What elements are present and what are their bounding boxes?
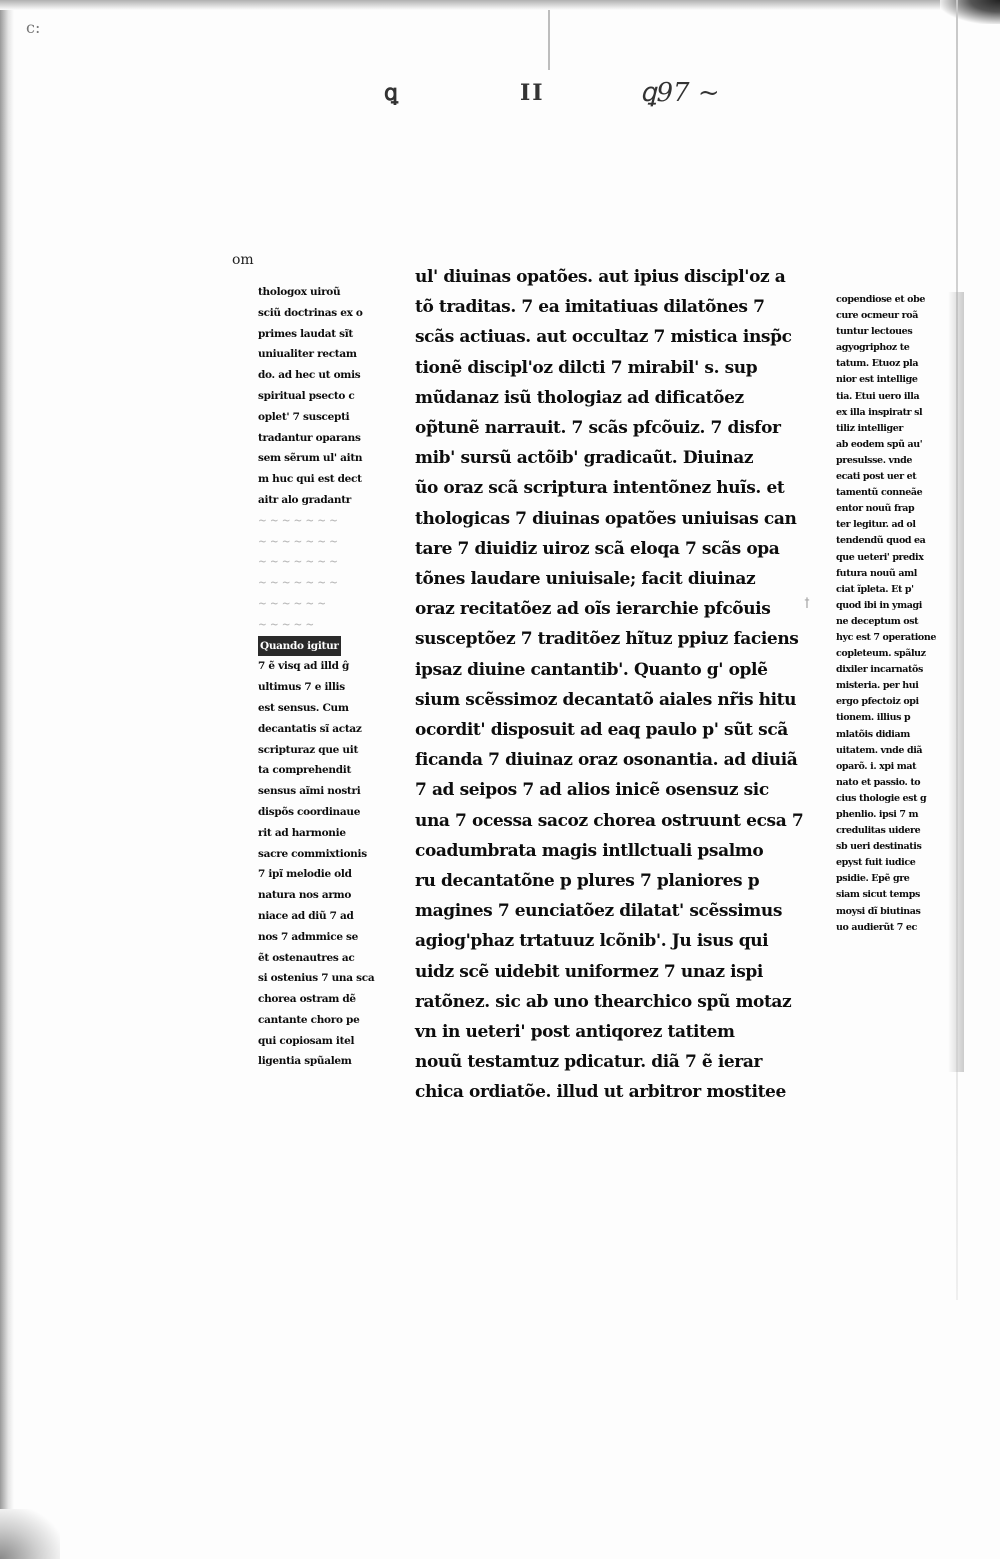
main-text-line: una 7 ocessa sacoz chorea ostruunt ecsa 7 bbox=[415, 810, 804, 831]
main-text-line: thologicas 7 diuinas opatões uniuisas can bbox=[415, 508, 797, 529]
right-gloss-column bbox=[836, 292, 962, 1072]
right-gloss-line: tatum. Etuoz pla bbox=[836, 358, 919, 370]
left-gloss-line: nos 7 admmice se bbox=[258, 930, 359, 943]
right-gloss-line: uitatem. vnde diã bbox=[836, 744, 923, 756]
right-gloss-line: psidie. Epẽ gre bbox=[836, 873, 910, 885]
right-gloss-line: futura nouũ aml bbox=[836, 567, 917, 579]
left-gloss-line: ~ ~ ~ ~ ~ ~ ~ bbox=[258, 514, 338, 527]
margin-folio-mark: om bbox=[232, 252, 254, 268]
left-gloss-line: uniualiter rectam bbox=[258, 348, 357, 361]
right-gloss-line: ter legitur. ad ol bbox=[836, 519, 916, 531]
right-gloss-line: ex illa inspiratr sl bbox=[836, 406, 923, 418]
scan-edge-left bbox=[0, 0, 14, 1559]
right-gloss-line: cius thologie est g bbox=[836, 792, 927, 804]
left-gloss-line: ligentia spũalem bbox=[258, 1055, 352, 1068]
header-mark-b: II bbox=[520, 80, 545, 106]
right-gloss-line: misteria. per hui bbox=[836, 680, 919, 692]
main-text-line: tionẽ discipl'oz dilcti 7 mirabil' s. sup bbox=[415, 357, 758, 378]
left-gloss-line: do. ad hec ut omis bbox=[258, 369, 361, 382]
right-gloss-line: tuntur lectoues bbox=[836, 326, 913, 338]
right-gloss-line: tamentũ conneãe bbox=[836, 487, 923, 499]
main-text-line: magines 7 eunciatõez dilatat' scẽssimus bbox=[415, 901, 783, 922]
main-text-line: ul' diuinas opatões. aut ipius discipl'oz a bbox=[415, 267, 786, 287]
right-gloss-line: copleteum. spãluz bbox=[836, 648, 926, 660]
main-text-line: scãs actiuas. aut occultaz 7 mistica insp̃c bbox=[415, 327, 792, 348]
ruling-line-top bbox=[548, 10, 550, 70]
right-gloss-line: sb ueri destinatis bbox=[836, 841, 922, 853]
main-text-line: nouũ testamtuz pdicatur. diã 7 ẽ ierar bbox=[415, 1052, 763, 1073]
left-gloss-line: 7 ẽ visq ad illd ĝ bbox=[258, 660, 350, 673]
left-gloss-line: ẽt ostenautres ac bbox=[258, 951, 355, 964]
main-text-line: ficanda 7 diuinaz oraz osonantia. ad diuiã bbox=[415, 750, 798, 771]
main-text-line: uidz scẽ uidebit uniformez 7 unaz ispi bbox=[415, 961, 763, 982]
right-gloss-line: mlatõis didiam bbox=[836, 728, 910, 740]
right-gloss-line: entor nouũ frap bbox=[836, 503, 915, 515]
right-gloss-line: credulitas uidere bbox=[836, 825, 921, 837]
main-text-line: mũdanaz isũ thologiaz ad dificatõez bbox=[415, 387, 744, 408]
left-gloss-line: niace ad diũ 7 ad bbox=[258, 909, 354, 922]
main-text-line: tare 7 diuidiz uiroz scã eloqa 7 scãs opa bbox=[415, 538, 780, 559]
right-gloss-line: copendiose et obe bbox=[836, 294, 925, 305]
left-gloss-line: sciũ doctrinas ex o bbox=[258, 306, 363, 319]
right-gloss-line: hyc est 7 operatione bbox=[836, 631, 936, 643]
main-text-line: ipsaz diuine cantantib'. Quanto g' oplẽ bbox=[415, 659, 768, 680]
right-gloss-line: tendendũ quod ea bbox=[836, 535, 926, 547]
main-text-line: sium scẽssimoz decantatõ aiales nr̃is hitu bbox=[415, 689, 797, 710]
left-gloss-line: cantante choro pe bbox=[258, 1013, 360, 1026]
main-text-line: ratõnez. sic ab uno thearchico spũ motaz bbox=[415, 991, 792, 1012]
left-gloss-line: rit ad harmonie bbox=[258, 826, 346, 839]
main-text-line: tõ traditas. 7 ea imitatiuas dilatõnes 7 bbox=[415, 297, 765, 318]
scan-corner-top-right bbox=[940, 0, 1000, 24]
page-header bbox=[370, 78, 790, 118]
left-gloss-line: est sensus. Cum bbox=[258, 701, 349, 714]
right-gloss-line: presulsse. vnde bbox=[836, 454, 913, 466]
right-gloss-line: agyogriphoz te bbox=[836, 342, 910, 354]
left-gloss-line: aitr alo gradantr bbox=[258, 493, 352, 506]
main-text-line: agiog'phaz trtatuuz lcõnib'. Ju isus qui bbox=[415, 931, 769, 952]
left-gloss-line: sem sẽrum ul' aitn bbox=[258, 452, 363, 465]
main-text-line: mib' sursũ actõib' gradicaũt. Diuinaz bbox=[415, 448, 754, 469]
left-gloss-line: oplet' 7 suscepti bbox=[258, 410, 350, 423]
right-gloss-line: siam sicut temps bbox=[836, 889, 920, 901]
left-gloss-line: spiritual psecto c bbox=[258, 389, 355, 402]
left-gloss-line bbox=[258, 636, 388, 657]
left-gloss-line: scripturaz que uit bbox=[258, 743, 358, 756]
main-text-line: ocordit' disposuit ad eaq paulo p' sũt scã bbox=[415, 720, 788, 741]
main-text-line: 7 ad seipos 7 ad alios inicẽ osensuz sic bbox=[415, 780, 769, 801]
right-gloss-line: moysi dĩ biutinas bbox=[836, 905, 921, 917]
right-gloss-line: ne deceptum ost bbox=[836, 615, 919, 627]
right-column-shadow bbox=[948, 292, 964, 1072]
right-gloss-line: ecati post uer et bbox=[836, 471, 917, 483]
right-gloss-line: ergo pfectoiz opi bbox=[836, 696, 919, 708]
left-gloss-line: primes laudat sĩt bbox=[258, 327, 353, 340]
left-gloss-line: ~ ~ ~ ~ ~ ~ ~ bbox=[258, 556, 338, 569]
main-text-line: ũo oraz scã scriptura intentõnez huĩs. et bbox=[415, 478, 785, 499]
left-gloss-line: tradantur oparans bbox=[258, 431, 361, 444]
main-text-line: coadumbrata magis intllctuali psalmo bbox=[415, 840, 764, 861]
right-gloss-line: cure ocmeur roã bbox=[836, 310, 918, 322]
left-gloss-column bbox=[258, 282, 388, 1072]
left-gloss-line: thologox uiroũ bbox=[258, 286, 341, 298]
left-gloss-line: ~ ~ ~ ~ ~ bbox=[258, 618, 314, 631]
main-text-line: chica ordiatõe. illud ut arbitror mostitee bbox=[415, 1082, 786, 1103]
decorated-initial: Quando igitur bbox=[258, 636, 341, 657]
main-text-line: op̃tunẽ narrauit. 7 scãs pfcõuiz. 7 disfor bbox=[415, 418, 781, 439]
right-gloss-line: quod ibi in ymagi bbox=[836, 599, 923, 611]
margin-annotation-mark: ꝉ bbox=[804, 596, 810, 612]
left-gloss-line: si ostenius 7 una sca bbox=[258, 972, 375, 985]
left-gloss-line: sensus aĩmi nostri bbox=[258, 785, 361, 798]
main-text-line: tõnes laudare uniuisale; facit diuinaz bbox=[415, 569, 756, 590]
folio-number: ꝗ97 ~ bbox=[640, 78, 720, 108]
scan-edge-top bbox=[0, 0, 1000, 10]
scan-corner-bottom-left bbox=[0, 1509, 60, 1559]
right-gloss-line: nato et passio. to bbox=[836, 776, 921, 788]
main-text-line: susceptõez 7 traditõez hĩtuz ppiuz faciens bbox=[415, 629, 799, 650]
right-gloss-line: tiliz intelliger bbox=[836, 422, 903, 434]
left-gloss-line: ~ ~ ~ ~ ~ ~ ~ bbox=[258, 577, 338, 590]
right-gloss-line: ab eodem spũ au' bbox=[836, 438, 923, 450]
right-gloss-line: que ueteri' predix bbox=[836, 551, 924, 563]
left-gloss-line: chorea ostram dẽ bbox=[258, 993, 356, 1006]
corner-mark: c: bbox=[26, 18, 41, 37]
left-gloss-line: ~ ~ ~ ~ ~ ~ ~ bbox=[258, 535, 338, 548]
right-gloss-line: dixiler incarnatõs bbox=[836, 664, 923, 676]
left-gloss-line: qui copiosam itel bbox=[258, 1034, 355, 1047]
right-gloss-line: tionem. illius p bbox=[836, 712, 911, 724]
left-gloss-line: decantatis sĩ actaz bbox=[258, 722, 362, 735]
right-gloss-line: uo audierũt 7 ec bbox=[836, 921, 917, 933]
main-text-line: ru decantatõne p plures 7 planiores p bbox=[415, 871, 760, 892]
left-gloss-line: ta comprehendit bbox=[258, 764, 351, 777]
right-gloss-line: phenlio. ipsi 7 m bbox=[836, 809, 919, 820]
right-gloss-line: epyst fuit iudice bbox=[836, 857, 916, 869]
right-gloss-line: tia. Etui uero illa bbox=[836, 390, 920, 402]
left-gloss-line: 7 ipĩ melodie old bbox=[258, 868, 352, 881]
left-gloss-line: dispõs coordinaue bbox=[258, 805, 361, 818]
left-gloss-line: ultimus 7 e illis bbox=[258, 681, 345, 694]
main-text-line: vn in ueteri' post antiqorez tatitem bbox=[415, 1022, 735, 1043]
header-mark-a: ꝗ bbox=[384, 80, 398, 106]
left-gloss-line: sacre commixtionis bbox=[258, 847, 367, 860]
left-gloss-line: natura nos armo bbox=[258, 889, 352, 902]
right-gloss-line: ciat ĩpleta. Et p' bbox=[836, 583, 914, 595]
left-gloss-line: m huc qui est dect bbox=[258, 473, 362, 486]
right-gloss-line: oparõ. i. xpi mat bbox=[836, 760, 917, 772]
main-text-line: oraz recitatõez ad oĩs ierarchie pfcõuis bbox=[415, 599, 771, 620]
left-gloss-line: ~ ~ ~ ~ ~ ~ bbox=[258, 597, 326, 610]
main-text-column bbox=[415, 262, 827, 1103]
right-gloss-line: nior est intellige bbox=[836, 374, 918, 386]
